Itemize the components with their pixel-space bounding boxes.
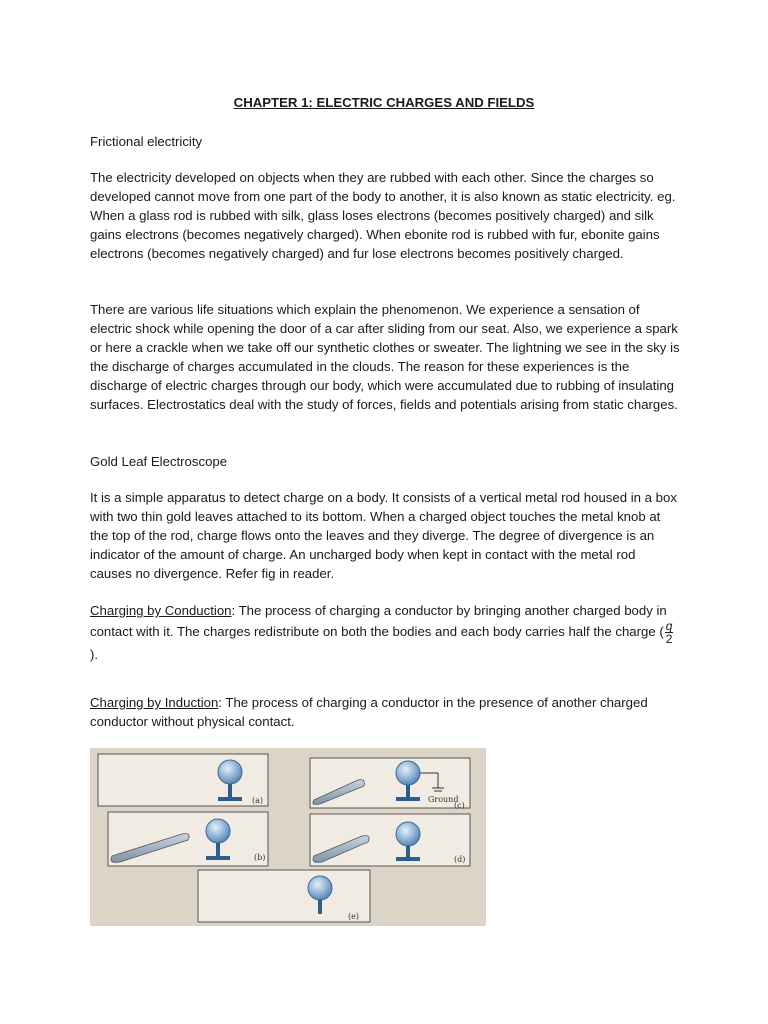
induction-text: : The process of charging a conductor in the presence of another charged conductor without physical contact. [90,695,648,729]
panel-d [310,814,470,866]
panel-c [310,758,470,810]
section-heading-electroscope: Gold Leaf Electroscope [90,454,228,469]
panel-b [108,812,268,866]
panel-a [98,754,268,806]
conduction-text: : The process of charging a conductor by bringing another charged body in contact with it. The charges redistribute on both the bodies and each body carries half the charge ( [90,603,667,639]
section-heading-frictional: Frictional electricity [90,134,203,149]
label-d: (d) [454,855,466,864]
induction-term: Charging by Induction [90,695,219,710]
ground-label: Ground [428,795,459,804]
panel-e [198,870,370,922]
label-c: (c) [454,801,465,810]
label-e: (e) [348,912,359,921]
paragraph-conduction: Charging by Conduction: The process of charging a conductor by bringing another charged body in contact with it. The charges redistribute on both the bodies and each body carries half the charge ( $\frac{q}{2}$ ). [90,603,673,662]
conduction-term: Charging by Conduction [90,603,232,618]
chapter-title: CHAPTER 1: ELECTRIC CHARGES AND FIELDS [233,95,535,110]
label-b: (b) [254,853,266,862]
paragraph-electroscope: It is a simple apparatus to detect charge on a body. It consists of a vertical metal rod housed in a box with two thin gold leaves attached to its bottom. When a charged object touches the metal knob at the top of the rod, charge flows onto the leaves and they diverge. The degree of divergence is an indicator of the amount of charge. An uncharged body when kept in contact with the metal rod causes no divergence. Refer fig in reader. [90,490,677,581]
paragraph-frictional: The electricity developed on objects when they are rubbed with each other. Since the charges so developed cannot move from one part of the body to another, it is also known as static electricity. eg. When a glass rod is rubbed with silk, glass loses electrons (becomes positively charged) and silk gains electrons (becomes negatively charged). When ebonite rod is rubbed with fur, ebonite gains electrons (becomes negatively charged) and fur lose electrons becomes positively charged. [90,170,676,261]
label-a: (a) [252,796,264,805]
fraction-q-over-2: $\frac{q}{2}$ [665,619,673,646]
induction-figure-svg [90,748,486,926]
paragraph-induction [90,693,680,731]
induction-figure [90,748,486,926]
paragraph-life-situations: There are various life situations which explain the phenomenon. We experience a sensation of electric shock while opening the door of a car after sliding from our seat. Also, we experience a spark or here a crackle when we take off our synthetic clothes or sweater. The lightning we see in the sky is the discharge of charges accumulated in the clouds. The reason for these experiences is the discharge of electric charges through our body, which were accumulated due to rubbing of insulating surfaces. Electrostatics deal with the study of forces, fields and potentials arising from static charges. [90,302,680,412]
